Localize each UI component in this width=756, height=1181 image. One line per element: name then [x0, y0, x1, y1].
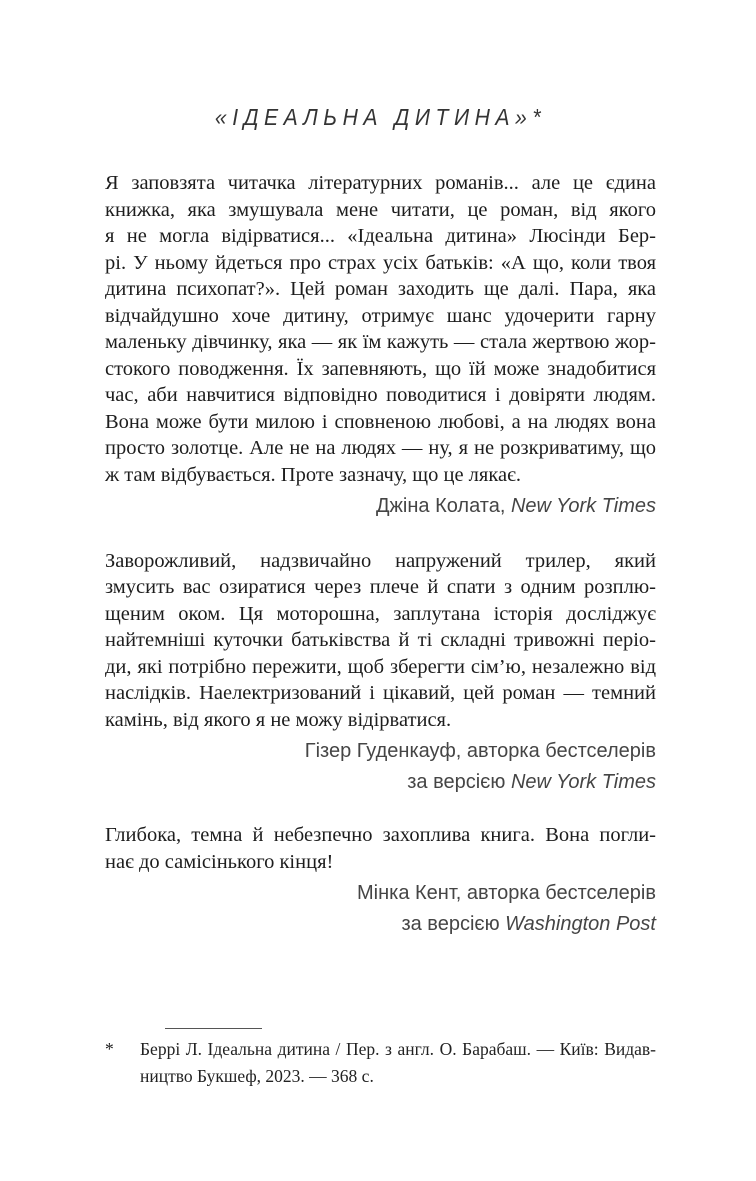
attribution-source: New York Times: [510, 495, 656, 517]
footnote-line: ництво Букшеф, 2023. — 368 с.: [140, 1066, 374, 1086]
attribution-line: [105, 909, 656, 940]
quote-line: Глибока, темна й небезпечно захоплива книга. Вона погли-: [105, 824, 656, 846]
attribution-line: [105, 491, 656, 522]
quote-line: маленьку дівчинку, яка — як їм кажуть — стала жертвою жор-: [105, 331, 656, 353]
quote-line: найтемніші куточки батьківства й ті складні тривожні періо-: [105, 629, 656, 651]
quote-line: я не могла відірватися... «Ідеальна дитина» Люсінди Бер-: [105, 225, 656, 247]
attribution-name: Мінка Кент, авторка бестселерів: [357, 882, 656, 904]
quote-line: час, аби навчитися відповідно поводитися і довіряти людям.: [105, 384, 656, 406]
review-attribution-1: [105, 491, 656, 522]
attribution-line: [105, 736, 656, 767]
footnote-body: [105, 1036, 656, 1090]
attribution-line: [105, 878, 656, 909]
quote-line: Заворожливий, надзвичайно напружений трилер, який: [105, 549, 656, 572]
quote-line: наслідків. Наелектризований і цікавий, цей роман — темний: [105, 682, 656, 704]
quote-line: нає до самісінького кінця!: [105, 850, 334, 873]
page-content: [105, 0, 656, 1181]
quote-line: змусить вас озиратися через плече й спати з одним розплю-: [105, 576, 656, 598]
attribution-line: [105, 767, 656, 798]
attribution-name: Гізер Гуденкауф, авторка бестселерів: [304, 740, 656, 762]
review-attribution-3: [105, 878, 656, 939]
quote-line: Я заповзята читачка літературних романів... але це єдина: [105, 172, 656, 194]
quote-line: камінь, від якого я не можу відірватися.: [105, 708, 452, 731]
footnote-divider: [165, 1028, 262, 1029]
quote-line: просто золотце. Але не на людях — ну, я не розкриватиму, що: [105, 437, 656, 459]
page-title: «ІДЕАЛЬНА ДИТИНА»*: [214, 104, 547, 130]
review-quote-2: [105, 548, 656, 734]
quote-line: ж там відбувається. Проте зазначу, що це лякає.: [105, 463, 521, 486]
footnote: [105, 1028, 656, 1090]
quote-line: дитина психопат?». Цей роман заходить ще далі. Пара, яка: [105, 278, 656, 300]
attribution-name: Джіна Колата,: [375, 495, 511, 517]
quote-line: відчайдушно хоче дитину, отримує шанс удочерити гарну: [105, 304, 656, 327]
quote-line: щеним оком. Ця моторошна, заплутана історія досліджує: [105, 602, 656, 625]
review-quote-1: [105, 170, 656, 488]
quote-line: Вона може бути милою і сповненою любові, а на людях вона: [105, 410, 656, 433]
footnote-marker: *: [105, 1039, 114, 1059]
quote-line: книжка, яка змушувала мене читати, це роман, від якого: [105, 198, 656, 221]
footnote-line: Беррі Л. Ідеальна дитина / Пер. з англ. О. Барабаш. — Київ: Видав-: [140, 1039, 656, 1059]
review-quote-3: [105, 822, 656, 875]
quote-line: стокого поводження. Їх запевняють, що їй може знадобитися: [105, 357, 656, 380]
attribution-name: за версією: [407, 770, 511, 793]
quote-line: ди, які потрібно пережити, щоб зберегти сім’ю, незалежно від: [105, 655, 656, 678]
attribution-name: за версією: [401, 912, 506, 935]
attribution-source: Washington Post: [505, 912, 656, 935]
review-attribution-2: [105, 736, 656, 797]
quote-line: рі. У ньому йдеться про страх усіх батьків: «А що, коли твоя: [105, 251, 656, 274]
attribution-source: New York Times: [510, 770, 656, 793]
